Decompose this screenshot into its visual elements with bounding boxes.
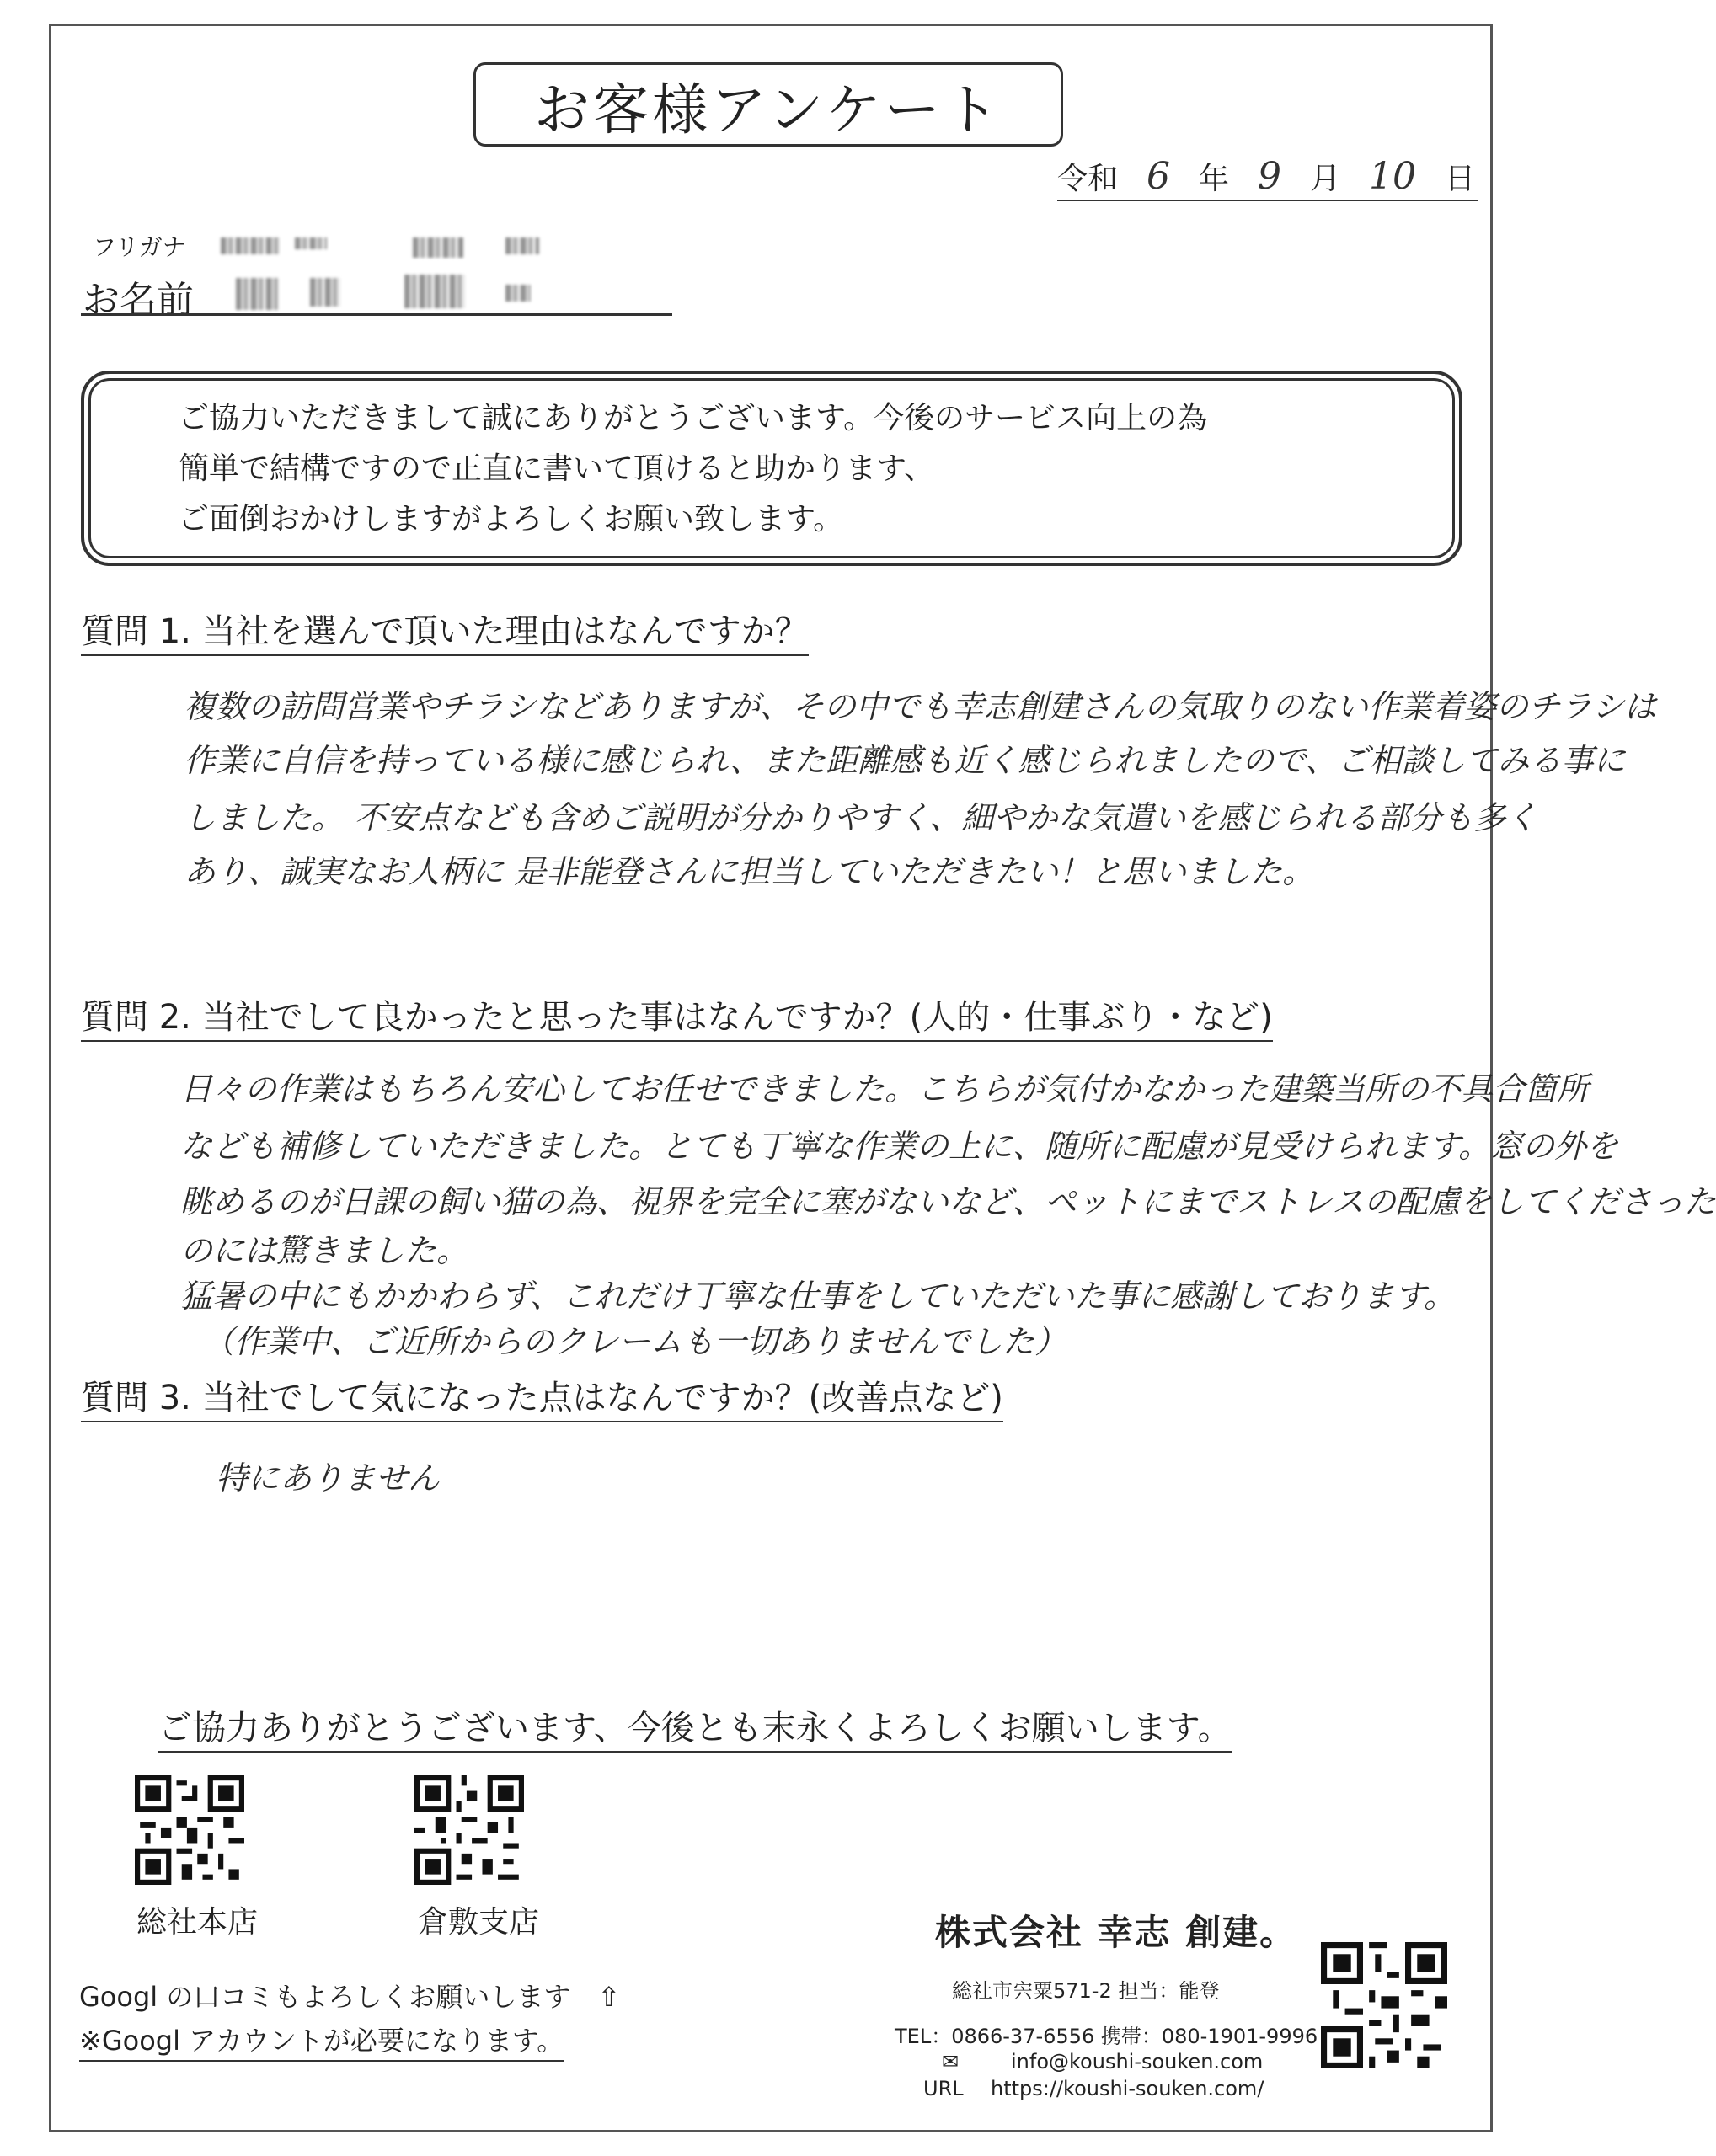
survey-date xyxy=(1057,155,1478,201)
date-day-unit: 日 xyxy=(1445,162,1476,196)
google-review-request: Googl の口コミもよろしくお願いします ⇧ xyxy=(79,1981,621,2013)
company-address: 総社市宍粟571-2 担当：能登 xyxy=(952,1979,1220,2003)
date-year: 6 xyxy=(1147,155,1171,198)
redacted-furigana-3 xyxy=(413,237,463,258)
answer-2-line-6: （作業中、ご近所からのクレームも一切ありませんでした） xyxy=(202,1323,1067,1360)
answer-1-line-1: 複数の訪問営業やチラシなどありますが、その中でも幸志創建さんの気取りのない作業着姿のチラシは xyxy=(184,688,1657,725)
qr-code-website-icon[interactable] xyxy=(1321,1942,1447,2068)
qr-label-kurashiki-branch: 倉敷支店 xyxy=(418,1905,540,1940)
date-month-unit: 月 xyxy=(1310,162,1341,196)
answer-1-line-4: あり、誠実なお人柄に 是非能登さんに担当していただきたい！と思いました。 xyxy=(184,853,1315,890)
answer-3-line-1: 特にありません xyxy=(216,1460,441,1497)
company-phone: TEL：0866-37-6556 携帯：080-1901-9996 xyxy=(895,2025,1318,2048)
closing-message: ご協力ありがとうございます、今後とも末永くよろしくお願いします。 xyxy=(158,1701,1232,1753)
company-name: 株式会社 幸志 創建。 xyxy=(935,1912,1297,1953)
question-1-label: 質問 1. 当社を選んで頂いた理由はなんですか？ xyxy=(81,605,809,656)
qr-code-main-store-icon[interactable] xyxy=(135,1775,244,1885)
answer-2-line-2: なども補修していただきました。とても丁寧な作業の上に、随所に配慮が見受けられます。窓の外を xyxy=(180,1128,1618,1165)
question-3-label: 質問 3. 当社でして気になった点はなんですか？(改善点など) xyxy=(81,1371,1003,1422)
date-year-unit: 年 xyxy=(1199,162,1230,196)
name-underline xyxy=(81,313,672,316)
qr-code-kurashiki-branch-icon[interactable] xyxy=(414,1775,524,1885)
redacted-furigana-2 xyxy=(295,237,327,249)
answer-1-line-3: しました。 不安点なども含めご説明が分かりやすく、細やかな気遣いを感じられる部分も多く xyxy=(184,799,1538,836)
redacted-name-4 xyxy=(505,285,531,302)
email-icon: ✉ xyxy=(942,2050,960,2073)
name-label: お名前 xyxy=(83,279,194,322)
company-url[interactable]: https://koushi-souken.com/ xyxy=(991,2077,1264,2100)
date-era: 令和 xyxy=(1057,162,1119,196)
notice-line-1: ご協力いただきまして誠にありがとうございます。今後のサービス向上の為 xyxy=(179,401,1208,435)
answer-2-line-4: のには驚きました。 xyxy=(180,1232,469,1269)
answer-2-line-3: 眺めるのが日課の飼い猫の為、視界を完全に塞がないなど、ペットにまでストレスの配慮をしてくださった xyxy=(180,1183,1716,1220)
date-month: 9 xyxy=(1258,155,1282,198)
redacted-name-2 xyxy=(310,278,340,307)
notice-box xyxy=(81,371,1462,566)
answer-1-line-2: 作業に自信を持っている様に感じられ、また距離感も近く感じられましたので、ご相談してみる事に xyxy=(184,742,1626,779)
furigana-label: フリガナ xyxy=(93,233,186,261)
question-2-label: 質問 2. 当社でして良かったと思った事はなんですか？(人的・仕事ぶり・など) xyxy=(81,990,1273,1042)
url-label: URL xyxy=(923,2077,964,2100)
redacted-name-3 xyxy=(404,275,465,308)
redacted-furigana-4 xyxy=(505,237,539,254)
notice-line-3: ご面倒おかけしますがよろしくお願い致します。 xyxy=(179,502,844,536)
google-account-note: ※Googl アカウントが必要になります。 xyxy=(79,2020,564,2062)
company-email[interactable]: info@koushi-souken.com xyxy=(1011,2050,1264,2073)
answer-2-line-5: 猛暑の中にもかかわらず、これだけ丁寧な仕事をしていただいた事に感謝しております。 xyxy=(180,1278,1456,1315)
page-title: お客様アンケート xyxy=(473,62,1063,147)
notice-line-2: 簡単で結構ですので正直に書いて頂けると助かります、 xyxy=(179,451,935,486)
redacted-furigana-1 xyxy=(221,237,280,254)
answer-2-line-1: 日々の作業はもちろん安心してお任せできました。こちらが気付かなかった建築当所の不具合箇所 xyxy=(180,1070,1590,1107)
redacted-name-1 xyxy=(236,278,278,310)
date-day: 10 xyxy=(1369,155,1417,198)
qr-label-main-store: 総社本店 xyxy=(136,1905,259,1940)
